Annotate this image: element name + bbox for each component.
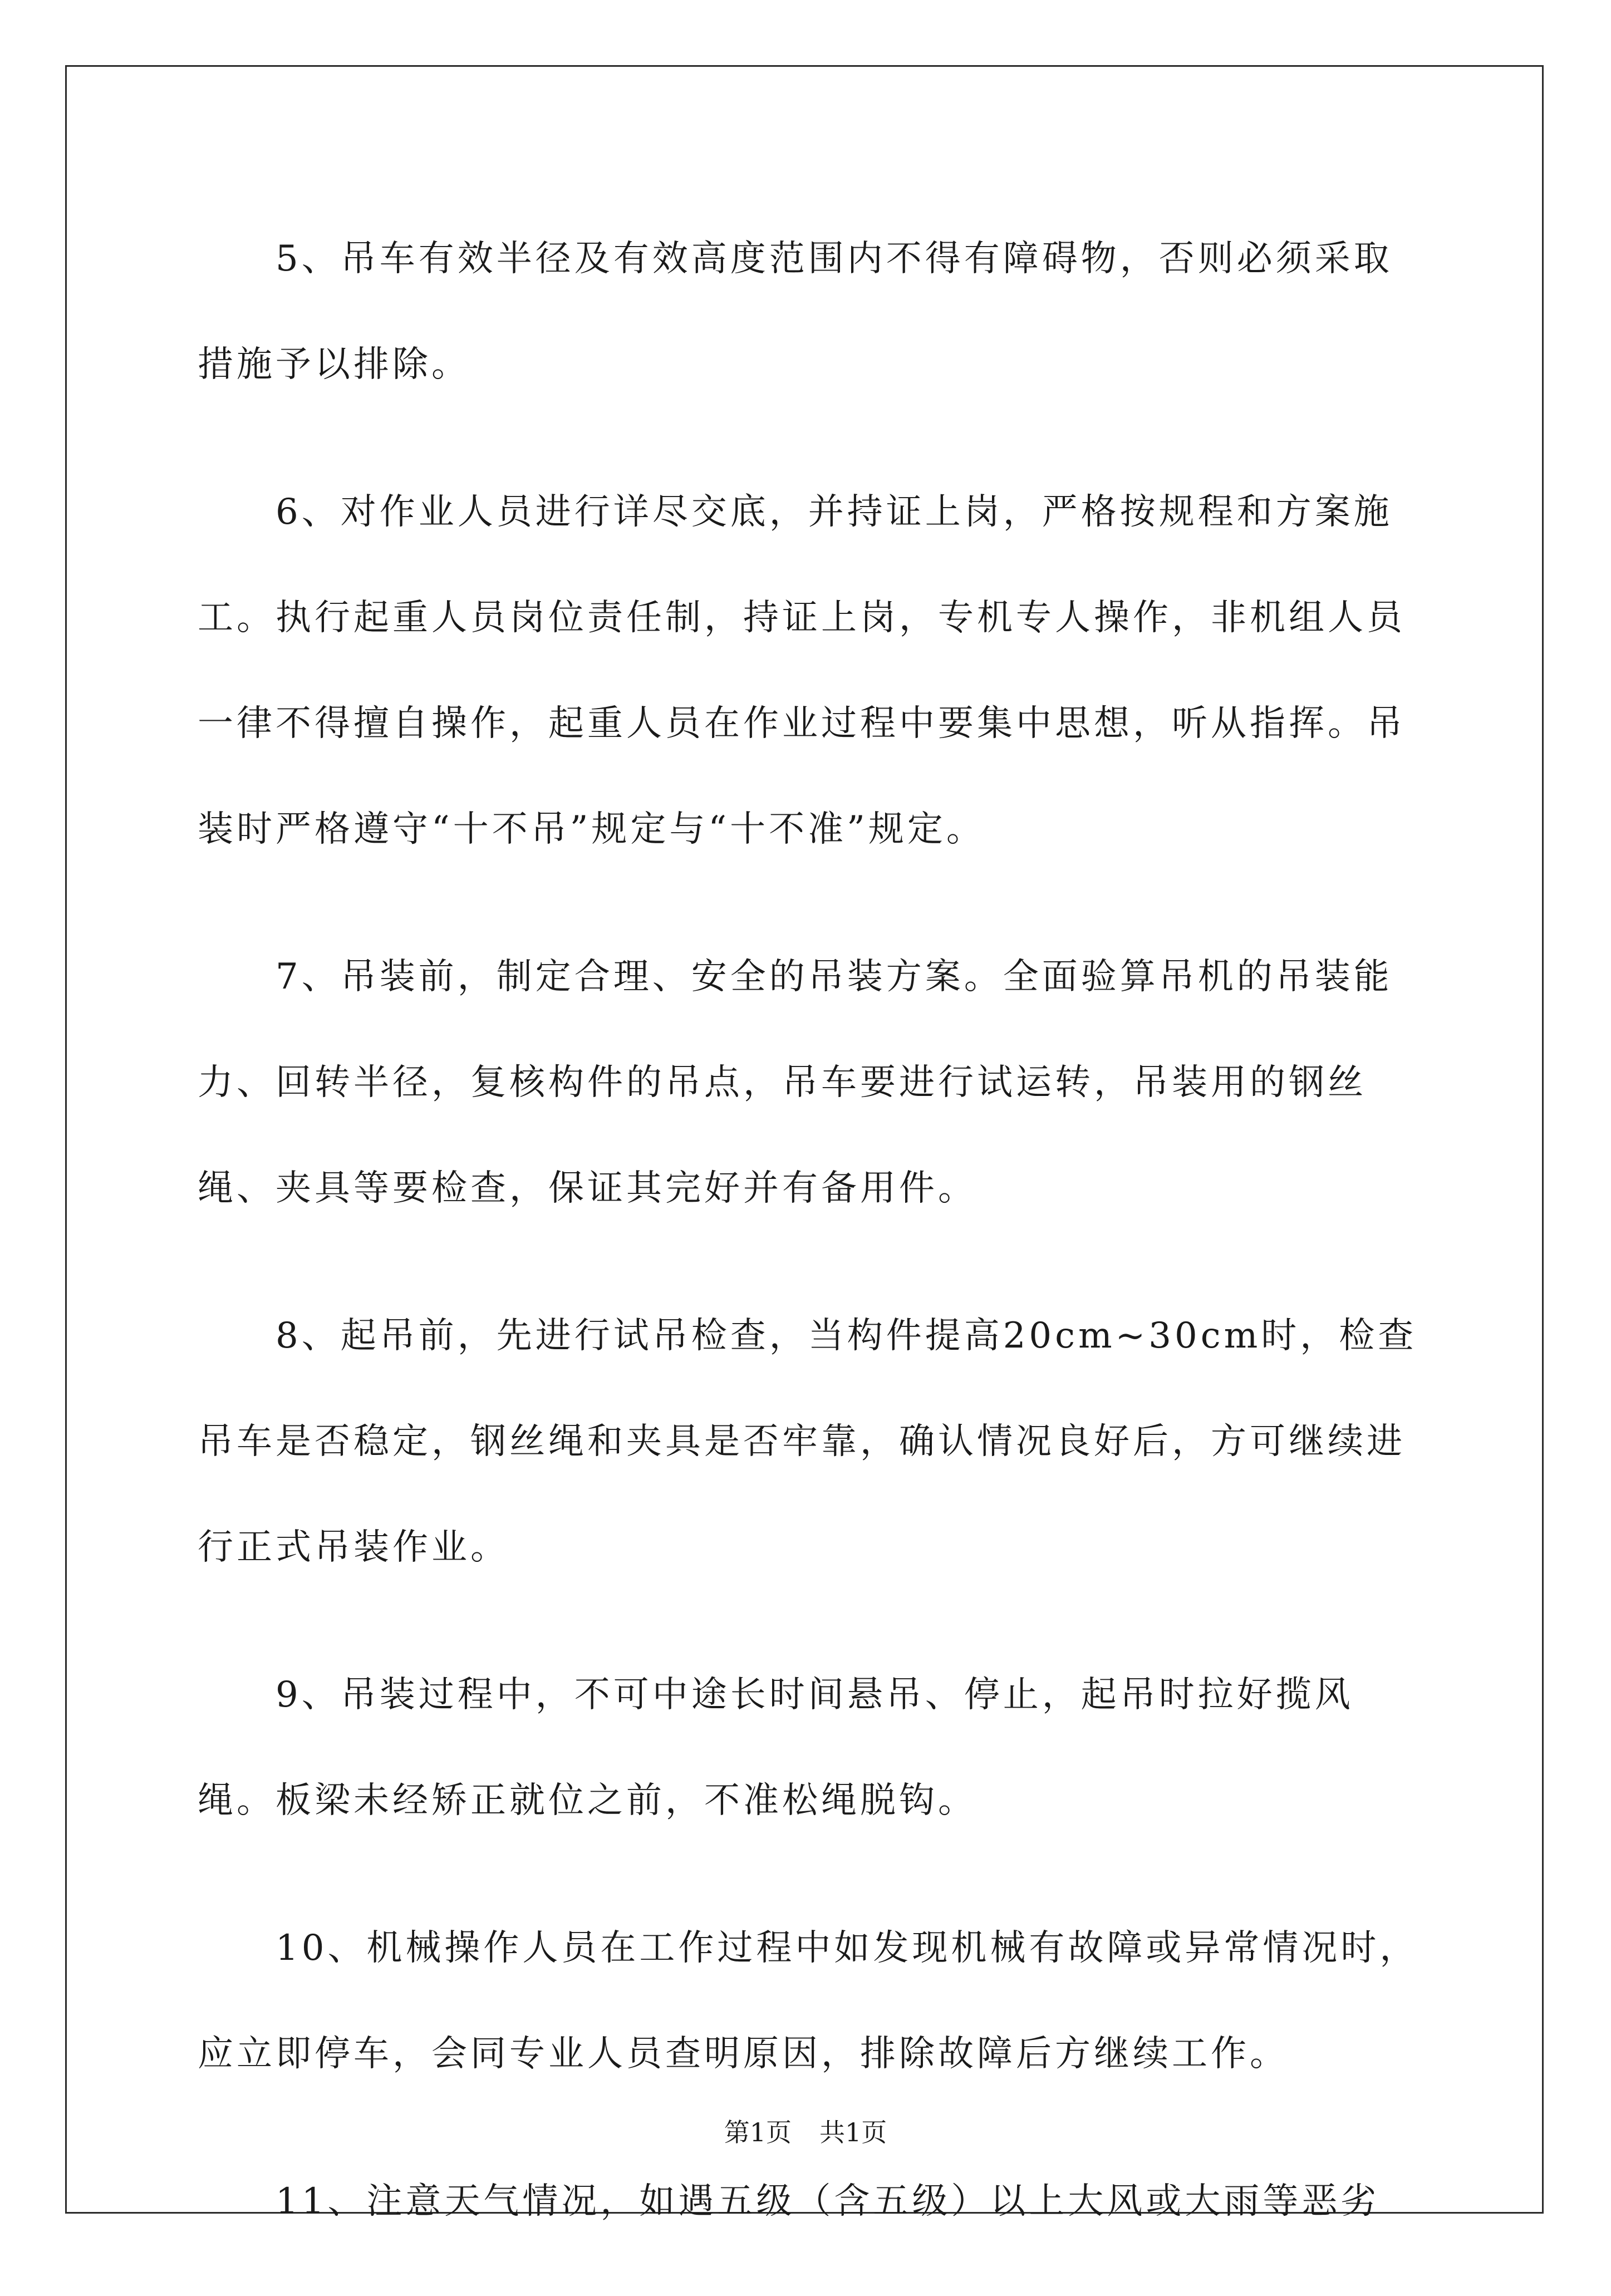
- page-number-total: 共1页: [819, 2117, 887, 2147]
- page-footer: [0, 2112, 1611, 2149]
- paragraph-item-8: 8、起吊前，先进行试吊检查，当构件提高20cm~30cm时，检查吊车是否稳定，钢丝绳和夹具是否牢靠，确认情况良好后，方可继续进行正式吊装作业。: [198, 1315, 1417, 1568]
- paragraph-item-9: 9、吊装过程中，不可中途长时间悬吊、停止，起吊时拉好揽风绳。板梁未经矫正就位之前，不准松绳脱钩。: [198, 1674, 1354, 1821]
- paragraph-item-11: 11、注意天气情况，如遇五级（含五级）以上大风或大雨等恶劣: [276, 2181, 1380, 2222]
- paragraph-item-6: 6、对作业人员进行详尽交底，并持证上岗，严格按规程和方案施工。执行起重人员岗位责任制，持证上岗，专机专人操作，非机组人员一律不得擅自操作，起重人员在作业过程中要集中思想，听从指挥。吊装时严格遵守“十不吊”规定与“十不准”规定。: [198, 491, 1406, 850]
- paragraph-item-7: 7、吊装前，制定合理、安全的吊装方案。全面验算吊机的吊装能力、回转半径，复核构件的吊点，吊车要进行试运转，吊装用的钢丝绳、夹具等要检查，保证其完好并有备用件。: [198, 956, 1393, 1209]
- paragraph-item-10: 10、机械操作人员在工作过程中如发现机械有故障或异常情况时，应立即停车，会同专业人员查明原因，排除故障后方继续工作。: [198, 1928, 1419, 2074]
- document-body: [198, 206, 1422, 2296]
- paragraph-item-5: 5、吊车有效半径及有效高度范围内不得有障碍物，否则必须采取措施予以排除。: [198, 238, 1393, 385]
- page-number-current: 第1页: [724, 2117, 792, 2147]
